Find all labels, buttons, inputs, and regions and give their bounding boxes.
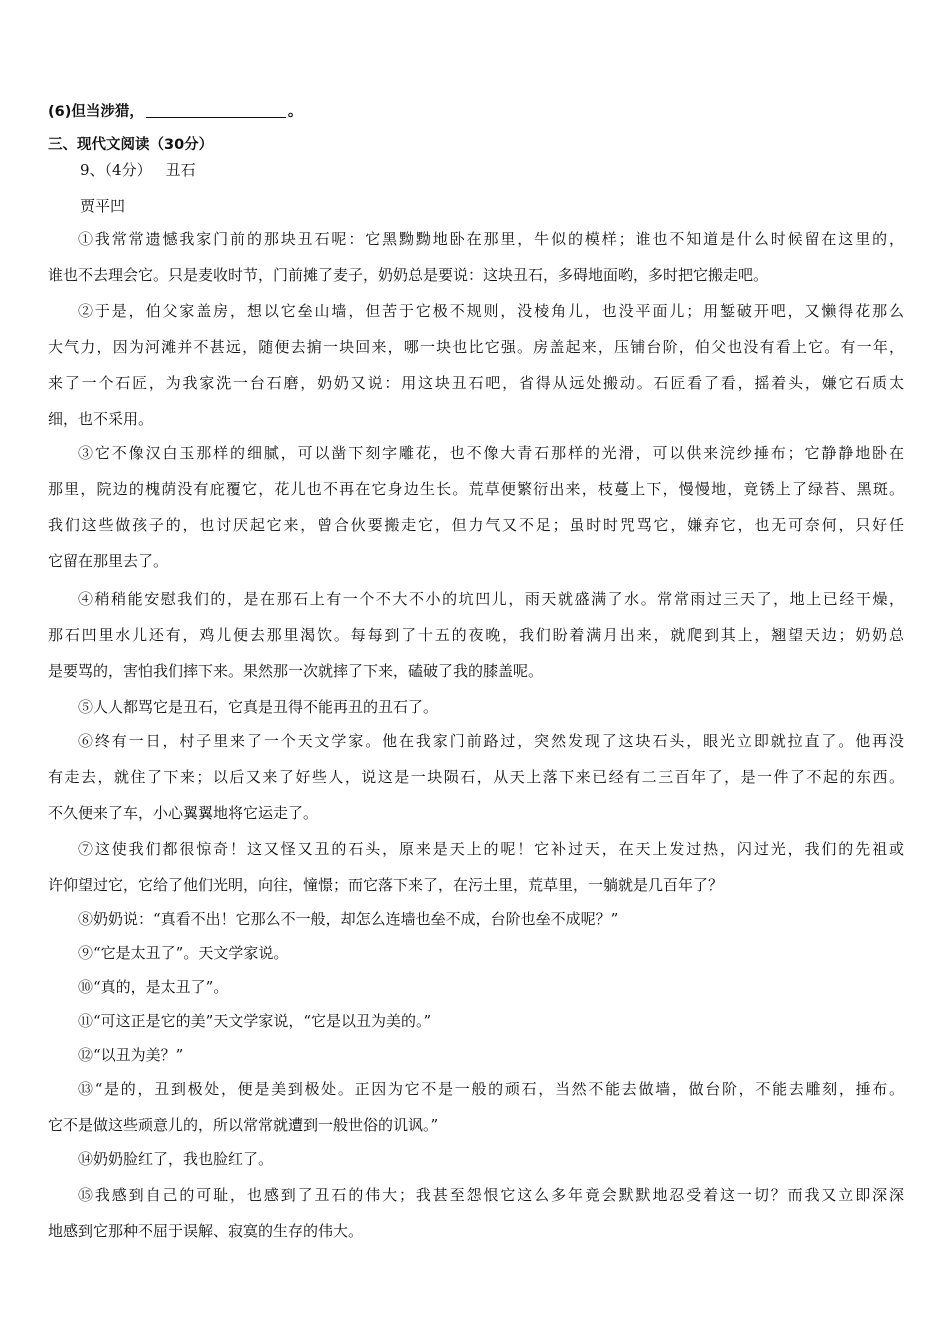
para-13-line-1: ⑬“是的，丑到极处，便是美到极处。正因为它不是一般的顽石，当然不能去做墙，做台阶，不能去雕刻，捶布。 — [78, 1080, 904, 1098]
author: 贾平凹 — [80, 197, 126, 215]
passage-title: 丑石 — [165, 161, 196, 179]
para-8-line-1: ⑧奶奶说：“真看不出！它那么不一般，却怎么连墙也垒不成，台阶也垒不成呢？” — [78, 910, 619, 928]
section-title: 三、现代文阅读（30分） — [48, 137, 214, 153]
para-1-line-2: 谁也不去理会它。只是麦收时节，门前摊了麦子，奶奶总是要说：这块丑石，多碍地面哟，多时把它搬走吧。 — [48, 266, 769, 284]
para-5-line-1: ⑤人人都骂它是丑石，它真是丑得不能再丑的丑石了。 — [78, 698, 439, 716]
para-6-line-1: ⑥终有一日，村子里来了一个天文学家。他在我家门前路过，突然发现了这块石头，眼光立即就拉直了。他再没 — [78, 732, 904, 750]
para-2-line-3: 来了一个石匠，为我家洗一台石磨，奶奶又说：用这块丑石吧，省得从远处搬动。石匠看了看，摇着头，嫌它石质太 — [48, 374, 904, 392]
para-3-line-3: 我们这些做孩子的，也讨厌起它来，曾合伙要搬走它，但力气又不足；虽时时咒骂它，嫌弃它，也无可奈何，只好任 — [48, 516, 904, 534]
para-13-line-2: 它不是做这些顽意儿的，所以常常就遭到一般世俗的讥讽。” — [48, 1116, 439, 1134]
para-15-line-1: ⑮我感到自己的可耻，也感到了丑石的伟大；我甚至怨恨它这么多年竟会默默地忍受着这一切？而我又立即深深 — [78, 1186, 904, 1204]
para-15-line-2: 地感到它那种不屈于误解、寂寞的生存的伟大。 — [48, 1222, 364, 1240]
question-6-label: (6)但当涉猎， — [48, 104, 144, 120]
para-1-line-1: ①我常常遗憾我家门前的那块丑石呢：它黑黝黝地卧在那里，牛似的模样；谁也不知道是什么时候留在这里的， — [78, 230, 904, 248]
para-4-line-2: 那石凹里水儿还有，鸡儿便去那里渴饮。每每到了十五的夜晚，我们盼着满月出来，就爬到其上，翘望天边；奶奶总 — [48, 626, 904, 644]
para-3-line-4: 它留在那里去了。 — [48, 552, 169, 570]
para-6-line-3: 不久便来了车，小心翼翼地将它运走了。 — [48, 804, 319, 822]
para-2-line-2: 大气力，因为河滩并不甚远，随便去掮一块回来，哪一块也比它强。房盖起来，压铺台阶，伯父也没有看上它。有一年， — [48, 338, 904, 356]
para-4-line-3: 是要骂的，害怕我们摔下来。果然那一次就摔了下来，磕破了我的膝盖呢。 — [48, 662, 544, 680]
question-9-number: 9、（4分） — [80, 161, 152, 179]
para-14-line-1: ⑭奶奶脸红了，我也脸红了。 — [78, 1150, 274, 1168]
question-9-heading — [80, 154, 936, 187]
question-6-end: 。 — [287, 104, 303, 120]
para-12-line-1: ⑫“以丑为美？” — [78, 1046, 184, 1064]
para-11-line-1: ⑪“可这正是它的美”天文学家说，“它是以丑为美的。” — [78, 1012, 432, 1030]
para-10-line-1: ⑩“真的，是太丑了”。 — [78, 978, 229, 996]
answer-blank[interactable] — [146, 102, 286, 118]
para-6-line-2: 有走去，就住了下来；以后又来了好些人，说这是一块陨石，从天上落下来已经有二三百年了，是一件了不起的东西。 — [48, 768, 904, 786]
para-9-line-1: ⑨“它是太丑了”。天文学家说。 — [78, 944, 289, 962]
para-7-line-2: 许仰望过它，它给了他们光明，向往，憧憬；而它落下来了，在污土里，荒草里，一躺就是几百年了？ — [48, 876, 724, 894]
para-4-line-1: ④稍稍能安慰我们的，是在那石上有一个不大不小的坑凹儿，雨天就盛满了水。常常雨过三天了，地上已经干燥， — [78, 590, 904, 608]
para-2-line-4: 细，也不采用。 — [48, 410, 154, 428]
para-7-line-1: ⑦这使我们都很惊奇！这又怪又丑的石头，原来是天上的呢！它补过天，在天上发过热，闪过光，我们的先祖或 — [78, 840, 904, 858]
para-3-line-1: ③它不像汉白玉那样的细腻，可以凿下刻字雕花，也不像大青石那样的光滑，可以供来浣纱捶布；它静静地卧在 — [78, 444, 904, 462]
question-6-line — [48, 96, 904, 129]
para-3-line-2: 那里，院边的槐荫没有庇覆它，花儿也不再在它身边生长。荒草便繁衍出来，枝蔓上下，慢慢地，竟锈上了绿苔、黑斑。 — [48, 480, 904, 498]
para-2-line-1: ②于是，伯父家盖房，想以它垒山墙，但苦于它极不规则，没棱角儿，也没平面儿；用錾破开吧，又懒得花那么 — [78, 302, 904, 320]
